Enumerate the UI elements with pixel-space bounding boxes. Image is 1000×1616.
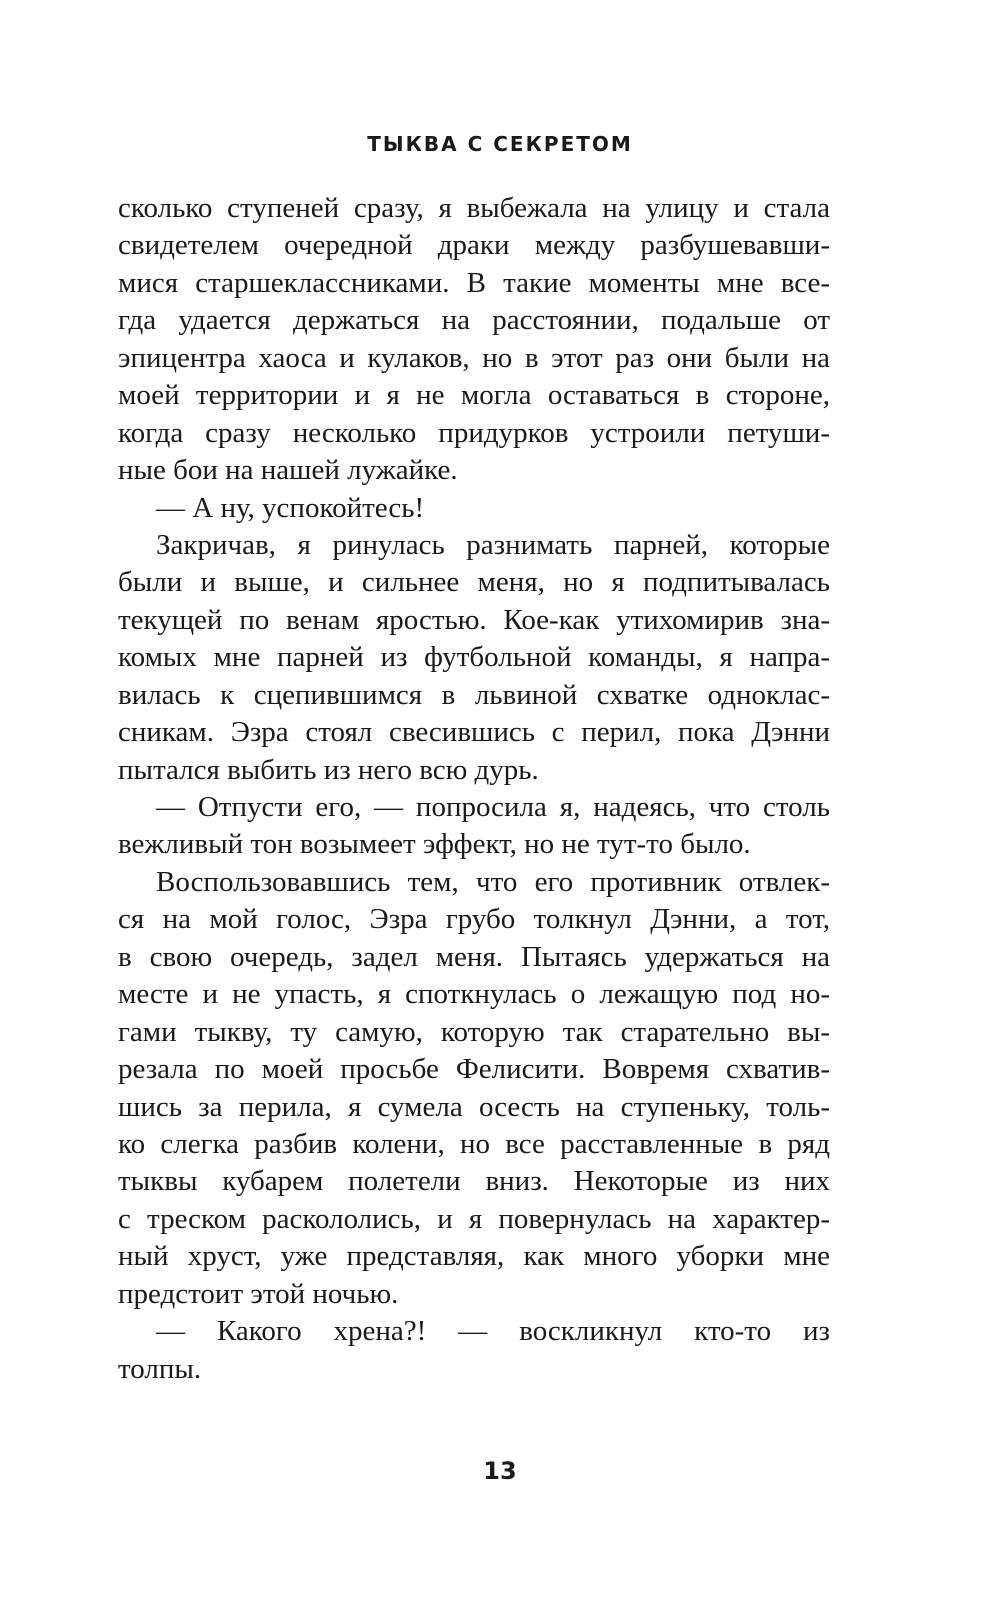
text-line: — Какого хрена?! — воскликнул кто-то из [156,1315,830,1348]
text-line: свидетелем очередной драки между разбушевавши- [118,229,830,262]
text-line: в свою очередь, задел меня. Пытаясь удержаться на [118,940,830,973]
body-text [118,190,830,1388]
text-line: тыквы кубарем полетели вниз. Некоторые из них [118,1165,830,1198]
text-line: Закричав, я ринулась разнимать парней, которые [156,528,830,561]
text-line: с треском раскололись, и я повернулась на характер- [118,1202,830,1235]
text-line: месте и не упасть, я споткнулась о лежащую под но- [118,978,830,1011]
text-line: были и выше, и сильнее меня, но я подпитывалась [118,566,830,599]
text-line: текущей по венам яростью. Кое-как утихомирив зна- [118,603,830,636]
text-line: предстоит этой ночью. [118,1277,399,1310]
text-line: Воспользовавшись тем, что его противник отвлек- [156,865,830,898]
text-line: гами тыкву, ту самую, которую так старательно вы- [118,1015,830,1048]
page-number: 13 [483,1457,517,1485]
text-line: ный хруст, уже представляя, как много уборки мне [118,1240,830,1273]
text-line: эпицентра хаоса и кулаков, но в этот раз они были на [118,341,830,374]
running-head: ТЫКВА С СЕКРЕТОМ [367,132,633,156]
text-line: комых мне парней из футбольной команды, я напра- [118,641,830,674]
text-line: вилась к сцепившимся в львиной схватке одноклас- [118,678,830,711]
text-line: ся на мой голос, Эзра грубо толкнул Дэнни, а тот, [118,903,830,936]
text-line: шись за перила, я сумела осесть на ступеньку, толь- [118,1090,830,1123]
text-line: когда сразу несколько придурков устроили петуши- [118,416,830,449]
text-line: ные бои на нашей лужайке. [118,454,458,487]
text-line: сколько ступеней сразу, я выбежала на улицу и стала [118,192,830,224]
text-line: пытался выбить из него всю дурь. [118,753,539,786]
text-line: ко слегка разбив колени, но все расставленные в ряд [118,1127,830,1160]
text-line: мися старшеклассниками. В такие моменты мне все- [118,266,830,299]
text-line: резала по моей просьбе Фелисити. Вовремя схватив- [118,1053,830,1086]
text-line: — А ну, успокойтесь! [156,491,425,524]
text-line: толпы. [118,1352,202,1385]
text-line: гда удается держаться на расстоянии, подальше от [118,304,830,337]
text-line: сникам. Эзра стоял свесившись с перил, пока Дэнни [118,716,830,749]
text-line: вежливый тон возымеет эффект, но не тут-то было. [118,828,751,861]
text-line: моей территории и я не могла оставаться в стороне, [118,379,830,412]
text-line: — Отпусти его, — попросила я, надеясь, что столь [156,791,830,823]
